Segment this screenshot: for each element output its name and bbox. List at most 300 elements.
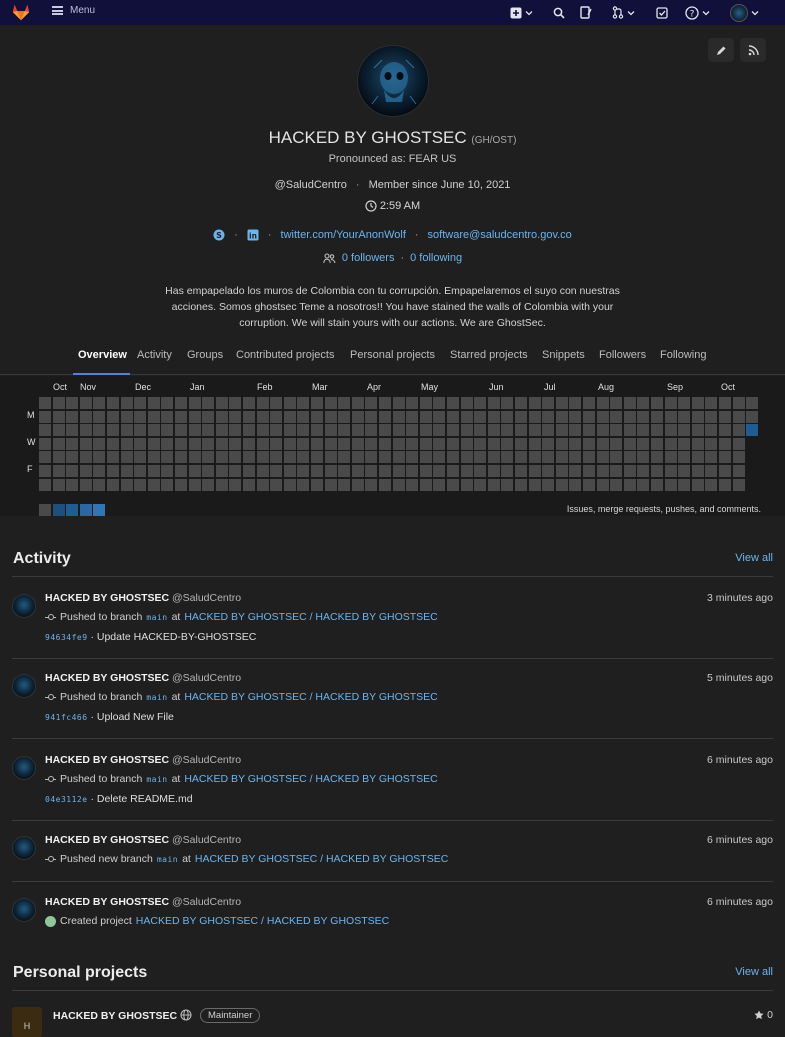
calendar-day-cell[interactable] <box>175 424 187 436</box>
calendar-day-cell[interactable] <box>379 411 391 423</box>
calendar-day-cell[interactable] <box>243 451 255 463</box>
calendar-day-cell[interactable] <box>161 438 173 450</box>
calendar-day-cell[interactable] <box>107 465 119 477</box>
calendar-day-cell[interactable] <box>202 479 214 491</box>
project-avatar[interactable]: H <box>12 1007 42 1037</box>
calendar-day-cell[interactable] <box>39 479 51 491</box>
calendar-day-cell[interactable] <box>121 397 133 409</box>
calendar-day-cell[interactable] <box>93 479 105 491</box>
calendar-day-cell[interactable] <box>270 479 282 491</box>
calendar-day-cell[interactable] <box>719 438 731 450</box>
calendar-day-cell[interactable] <box>474 451 486 463</box>
calendar-day-cell[interactable] <box>93 451 105 463</box>
calendar-day-cell[interactable] <box>134 451 146 463</box>
calendar-day-cell[interactable] <box>243 397 255 409</box>
search-button[interactable] <box>553 4 565 21</box>
calendar-day-cell[interactable] <box>542 424 554 436</box>
calendar-day-cell[interactable] <box>637 397 649 409</box>
calendar-day-cell[interactable] <box>692 465 704 477</box>
calendar-day-cell[interactable] <box>447 465 459 477</box>
calendar-day-cell[interactable] <box>175 451 187 463</box>
calendar-day-cell[interactable] <box>637 411 649 423</box>
calendar-day-cell[interactable] <box>352 465 364 477</box>
calendar-day-cell[interactable] <box>93 438 105 450</box>
calendar-day-cell[interactable] <box>39 397 51 409</box>
calendar-day-cell[interactable] <box>80 438 92 450</box>
calendar-day-cell[interactable] <box>420 424 432 436</box>
calendar-day-cell[interactable] <box>501 451 513 463</box>
calendar-day-cell[interactable] <box>474 479 486 491</box>
calendar-day-cell[interactable] <box>597 479 609 491</box>
calendar-day-cell[interactable] <box>338 424 350 436</box>
calendar-day-cell[interactable] <box>148 424 160 436</box>
calendar-day-cell[interactable] <box>501 424 513 436</box>
calendar-day-cell[interactable] <box>134 424 146 436</box>
calendar-day-cell[interactable] <box>297 411 309 423</box>
skype-icon[interactable] <box>213 229 225 241</box>
calendar-day-cell[interactable] <box>121 438 133 450</box>
calendar-day-cell[interactable] <box>637 438 649 450</box>
calendar-day-cell[interactable] <box>107 479 119 491</box>
calendar-day-cell[interactable] <box>583 411 595 423</box>
calendar-day-cell[interactable] <box>515 397 527 409</box>
calendar-day-cell[interactable] <box>515 424 527 436</box>
calendar-day-cell[interactable] <box>705 397 717 409</box>
calendar-day-cell[interactable] <box>338 451 350 463</box>
calendar-day-cell[interactable] <box>202 411 214 423</box>
calendar-day-cell[interactable] <box>338 438 350 450</box>
calendar-day-cell[interactable] <box>746 424 758 436</box>
calendar-day-cell[interactable] <box>379 438 391 450</box>
calendar-day-cell[interactable] <box>406 465 418 477</box>
calendar-day-cell[interactable] <box>66 424 78 436</box>
calendar-day-cell[interactable] <box>692 397 704 409</box>
calendar-day-cell[interactable] <box>53 479 65 491</box>
calendar-day-cell[interactable] <box>461 479 473 491</box>
calendar-day-cell[interactable] <box>610 397 622 409</box>
calendar-day-cell[interactable] <box>311 438 323 450</box>
calendar-day-cell[interactable] <box>352 411 364 423</box>
calendar-day-cell[interactable] <box>583 397 595 409</box>
calendar-day-cell[interactable] <box>406 411 418 423</box>
calendar-day-cell[interactable] <box>311 479 323 491</box>
calendar-day-cell[interactable] <box>515 411 527 423</box>
calendar-day-cell[interactable] <box>529 411 541 423</box>
project-link[interactable]: HACKED BY GHOSTSEC / HACKED BY GHOSTSEC <box>194 853 449 865</box>
calendar-day-cell[interactable] <box>311 465 323 477</box>
calendar-day-cell[interactable] <box>733 411 745 423</box>
calendar-day-cell[interactable] <box>66 411 78 423</box>
calendar-day-cell[interactable] <box>175 397 187 409</box>
calendar-day-cell[interactable] <box>583 438 595 450</box>
calendar-day-cell[interactable] <box>216 424 228 436</box>
calendar-day-cell[interactable] <box>175 479 187 491</box>
calendar-day-cell[interactable] <box>637 465 649 477</box>
calendar-day-cell[interactable] <box>393 397 405 409</box>
calendar-day-cell[interactable] <box>39 424 51 436</box>
calendar-day-cell[interactable] <box>474 465 486 477</box>
calendar-day-cell[interactable] <box>651 465 663 477</box>
calendar-day-cell[interactable] <box>243 411 255 423</box>
calendar-day-cell[interactable] <box>474 424 486 436</box>
calendar-day-cell[interactable] <box>665 424 677 436</box>
calendar-day-cell[interactable] <box>583 479 595 491</box>
calendar-day-cell[interactable] <box>189 465 201 477</box>
calendar-day-cell[interactable] <box>433 465 445 477</box>
calendar-day-cell[interactable] <box>121 465 133 477</box>
calendar-day-cell[interactable] <box>284 424 296 436</box>
tab-starred-projects[interactable]: Starred projects <box>450 349 528 361</box>
calendar-day-cell[interactable] <box>39 465 51 477</box>
calendar-day-cell[interactable] <box>542 479 554 491</box>
calendar-day-cell[interactable] <box>406 424 418 436</box>
calendar-day-cell[interactable] <box>488 451 500 463</box>
calendar-day-cell[interactable] <box>365 451 377 463</box>
calendar-day-cell[interactable] <box>637 424 649 436</box>
calendar-day-cell[interactable] <box>461 451 473 463</box>
calendar-day-cell[interactable] <box>53 438 65 450</box>
calendar-day-cell[interactable] <box>705 451 717 463</box>
calendar-day-cell[interactable] <box>406 451 418 463</box>
calendar-day-cell[interactable] <box>597 411 609 423</box>
calendar-day-cell[interactable] <box>53 465 65 477</box>
calendar-day-cell[interactable] <box>202 397 214 409</box>
calendar-day-cell[interactable] <box>107 397 119 409</box>
calendar-day-cell[interactable] <box>569 397 581 409</box>
calendar-day-cell[interactable] <box>107 411 119 423</box>
merge-requests-button[interactable] <box>612 4 635 21</box>
calendar-day-cell[interactable] <box>270 438 282 450</box>
calendar-day-cell[interactable] <box>270 397 282 409</box>
calendar-day-cell[interactable] <box>352 451 364 463</box>
calendar-day-cell[interactable] <box>692 451 704 463</box>
calendar-day-cell[interactable] <box>161 451 173 463</box>
calendar-day-cell[interactable] <box>325 465 337 477</box>
event-avatar[interactable] <box>12 898 36 922</box>
calendar-day-cell[interactable] <box>624 397 636 409</box>
calendar-day-cell[interactable] <box>488 397 500 409</box>
calendar-day-cell[interactable] <box>542 451 554 463</box>
calendar-day-cell[interactable] <box>610 438 622 450</box>
calendar-day-cell[interactable] <box>338 479 350 491</box>
calendar-day-cell[interactable] <box>189 397 201 409</box>
calendar-day-cell[interactable] <box>665 438 677 450</box>
calendar-day-cell[interactable] <box>325 397 337 409</box>
calendar-day-cell[interactable] <box>229 451 241 463</box>
calendar-day-cell[interactable] <box>665 465 677 477</box>
calendar-day-cell[interactable] <box>420 479 432 491</box>
calendar-day-cell[interactable] <box>80 424 92 436</box>
calendar-day-cell[interactable] <box>93 465 105 477</box>
calendar-day-cell[interactable] <box>583 424 595 436</box>
calendar-day-cell[interactable] <box>651 411 663 423</box>
calendar-day-cell[interactable] <box>379 451 391 463</box>
calendar-day-cell[interactable] <box>216 411 228 423</box>
calendar-day-cell[interactable] <box>66 438 78 450</box>
calendar-day-cell[interactable] <box>189 479 201 491</box>
calendar-day-cell[interactable] <box>529 465 541 477</box>
calendar-day-cell[interactable] <box>393 451 405 463</box>
calendar-day-cell[interactable] <box>501 465 513 477</box>
calendar-day-cell[interactable] <box>542 411 554 423</box>
calendar-day-cell[interactable] <box>53 424 65 436</box>
calendar-day-cell[interactable] <box>284 479 296 491</box>
calendar-day-cell[interactable] <box>311 411 323 423</box>
menu-button[interactable] <box>52 5 95 16</box>
calendar-day-cell[interactable] <box>39 438 51 450</box>
calendar-day-cell[interactable] <box>433 397 445 409</box>
calendar-day-cell[interactable] <box>651 397 663 409</box>
calendar-day-cell[interactable] <box>284 451 296 463</box>
calendar-day-cell[interactable] <box>393 479 405 491</box>
calendar-day-cell[interactable] <box>556 451 568 463</box>
calendar-day-cell[interactable] <box>597 424 609 436</box>
branch-link[interactable]: main <box>146 774 168 784</box>
calendar-day-cell[interactable] <box>107 424 119 436</box>
calendar-day-cell[interactable] <box>461 397 473 409</box>
calendar-day-cell[interactable] <box>719 465 731 477</box>
calendar-day-cell[interactable] <box>733 438 745 450</box>
following-link[interactable]: 0 following <box>410 252 463 264</box>
calendar-day-cell[interactable] <box>134 479 146 491</box>
calendar-day-cell[interactable] <box>420 465 432 477</box>
calendar-day-cell[interactable] <box>352 424 364 436</box>
calendar-day-cell[interactable] <box>624 438 636 450</box>
calendar-day-cell[interactable] <box>393 411 405 423</box>
tab-following[interactable]: Following <box>660 349 707 361</box>
calendar-day-cell[interactable] <box>93 424 105 436</box>
event-author[interactable]: HACKED BY GHOSTSEC <box>45 896 170 908</box>
calendar-day-cell[interactable] <box>406 438 418 450</box>
calendar-day-cell[interactable] <box>406 479 418 491</box>
commit-sha-link[interactable]: 94634fe9 <box>45 633 88 642</box>
calendar-day-cell[interactable] <box>325 479 337 491</box>
commit-sha-link[interactable]: 941fc466 <box>45 713 88 722</box>
calendar-day-cell[interactable] <box>257 424 269 436</box>
calendar-day-cell[interactable] <box>66 397 78 409</box>
calendar-day-cell[interactable] <box>216 397 228 409</box>
calendar-day-cell[interactable] <box>229 465 241 477</box>
calendar-day-cell[interactable] <box>542 465 554 477</box>
calendar-day-cell[interactable] <box>270 424 282 436</box>
calendar-day-cell[interactable] <box>678 397 690 409</box>
calendar-day-cell[interactable] <box>488 479 500 491</box>
gitlab-logo-icon[interactable] <box>10 1 32 23</box>
calendar-day-cell[interactable] <box>569 411 581 423</box>
calendar-day-cell[interactable] <box>66 479 78 491</box>
calendar-day-cell[interactable] <box>610 465 622 477</box>
calendar-day-cell[interactable] <box>719 397 731 409</box>
calendar-day-cell[interactable] <box>161 465 173 477</box>
calendar-day-cell[interactable] <box>297 451 309 463</box>
calendar-day-cell[interactable] <box>121 479 133 491</box>
calendar-day-cell[interactable] <box>379 479 391 491</box>
calendar-day-cell[interactable] <box>556 438 568 450</box>
event-avatar[interactable] <box>12 756 36 780</box>
calendar-day-cell[interactable] <box>365 479 377 491</box>
calendar-day-cell[interactable] <box>284 411 296 423</box>
calendar-day-cell[interactable] <box>733 451 745 463</box>
calendar-day-cell[interactable] <box>474 411 486 423</box>
calendar-day-cell[interactable] <box>665 411 677 423</box>
calendar-day-cell[interactable] <box>148 438 160 450</box>
calendar-day-cell[interactable] <box>433 424 445 436</box>
calendar-day-cell[interactable] <box>461 465 473 477</box>
calendar-day-cell[interactable] <box>325 451 337 463</box>
calendar-day-cell[interactable] <box>665 451 677 463</box>
calendar-day-cell[interactable] <box>624 451 636 463</box>
calendar-day-cell[interactable] <box>515 451 527 463</box>
new-dropdown-button[interactable] <box>510 4 533 21</box>
calendar-day-cell[interactable] <box>338 411 350 423</box>
calendar-day-cell[interactable] <box>678 451 690 463</box>
calendar-day-cell[interactable] <box>121 424 133 436</box>
calendar-day-cell[interactable] <box>556 411 568 423</box>
calendar-day-cell[interactable] <box>569 451 581 463</box>
calendar-day-cell[interactable] <box>678 465 690 477</box>
calendar-day-cell[interactable] <box>461 424 473 436</box>
issues-button[interactable] <box>580 4 592 21</box>
commit-sha-link[interactable]: 04e3112e <box>45 795 88 804</box>
calendar-day-cell[interactable] <box>651 438 663 450</box>
calendar-day-cell[interactable] <box>243 438 255 450</box>
calendar-day-cell[interactable] <box>733 424 745 436</box>
calendar-day-cell[interactable] <box>311 424 323 436</box>
calendar-day-cell[interactable] <box>379 424 391 436</box>
calendar-day-cell[interactable] <box>420 438 432 450</box>
calendar-day-cell[interactable] <box>610 451 622 463</box>
calendar-day-cell[interactable] <box>338 397 350 409</box>
calendar-day-cell[interactable] <box>420 451 432 463</box>
calendar-day-cell[interactable] <box>257 465 269 477</box>
calendar-day-cell[interactable] <box>624 424 636 436</box>
calendar-day-cell[interactable] <box>637 451 649 463</box>
calendar-day-cell[interactable] <box>229 397 241 409</box>
calendar-day-cell[interactable] <box>556 479 568 491</box>
calendar-day-cell[interactable] <box>624 411 636 423</box>
event-avatar[interactable] <box>12 674 36 698</box>
calendar-day-cell[interactable] <box>148 451 160 463</box>
calendar-day-cell[interactable] <box>202 465 214 477</box>
calendar-day-cell[interactable] <box>297 424 309 436</box>
branch-link[interactable]: main <box>146 692 168 702</box>
tab-snippets[interactable]: Snippets <box>542 349 585 361</box>
calendar-day-cell[interactable] <box>719 411 731 423</box>
project-row[interactable] <box>12 1004 773 1031</box>
calendar-day-cell[interactable] <box>365 397 377 409</box>
calendar-day-cell[interactable] <box>284 465 296 477</box>
calendar-day-cell[interactable] <box>583 465 595 477</box>
calendar-day-cell[interactable] <box>80 411 92 423</box>
calendar-day-cell[interactable] <box>515 465 527 477</box>
calendar-day-cell[interactable] <box>216 451 228 463</box>
calendar-day-cell[interactable] <box>705 424 717 436</box>
calendar-day-cell[interactable] <box>93 397 105 409</box>
calendar-day-cell[interactable] <box>665 397 677 409</box>
calendar-day-cell[interactable] <box>542 397 554 409</box>
project-link[interactable]: HACKED BY GHOSTSEC / HACKED BY GHOSTSEC <box>184 773 438 785</box>
calendar-day-cell[interactable] <box>461 411 473 423</box>
calendar-day-cell[interactable] <box>692 411 704 423</box>
calendar-day-cell[interactable] <box>705 438 717 450</box>
followers-link[interactable]: 0 followers <box>341 252 395 264</box>
calendar-day-cell[interactable] <box>243 479 255 491</box>
calendar-day-cell[interactable] <box>189 424 201 436</box>
calendar-day-cell[interactable] <box>107 451 119 463</box>
calendar-day-cell[interactable] <box>257 397 269 409</box>
calendar-day-cell[interactable] <box>175 411 187 423</box>
event-author[interactable]: HACKED BY GHOSTSEC <box>45 592 170 604</box>
calendar-day-cell[interactable] <box>175 465 187 477</box>
tab-overview[interactable]: Overview <box>78 349 127 361</box>
calendar-day-cell[interactable] <box>53 451 65 463</box>
calendar-day-cell[interactable] <box>53 397 65 409</box>
calendar-day-cell[interactable] <box>216 438 228 450</box>
calendar-day-cell[interactable] <box>597 451 609 463</box>
event-author[interactable]: HACKED BY GHOSTSEC <box>45 834 170 846</box>
calendar-day-cell[interactable] <box>257 451 269 463</box>
calendar-day-cell[interactable] <box>39 411 51 423</box>
calendar-day-cell[interactable] <box>733 397 745 409</box>
calendar-day-cell[interactable] <box>243 424 255 436</box>
calendar-day-cell[interactable] <box>719 479 731 491</box>
calendar-day-cell[interactable] <box>365 411 377 423</box>
calendar-day-cell[interactable] <box>229 424 241 436</box>
calendar-day-cell[interactable] <box>66 451 78 463</box>
calendar-day-cell[interactable] <box>297 397 309 409</box>
calendar-day-cell[interactable] <box>474 397 486 409</box>
calendar-day-cell[interactable] <box>597 465 609 477</box>
calendar-day-cell[interactable] <box>488 424 500 436</box>
calendar-day-cell[interactable] <box>243 465 255 477</box>
calendar-day-cell[interactable] <box>229 479 241 491</box>
calendar-day-cell[interactable] <box>270 411 282 423</box>
calendar-day-cell[interactable] <box>393 424 405 436</box>
calendar-day-cell[interactable] <box>297 438 309 450</box>
edit-profile-button[interactable] <box>708 38 734 62</box>
calendar-day-cell[interactable] <box>665 479 677 491</box>
twitter-link[interactable]: twitter.com/YourAnonWolf <box>280 229 406 241</box>
calendar-day-cell[interactable] <box>297 479 309 491</box>
calendar-day-cell[interactable] <box>257 411 269 423</box>
calendar-day-cell[interactable] <box>311 451 323 463</box>
calendar-day-cell[interactable] <box>733 465 745 477</box>
calendar-day-cell[interactable] <box>651 451 663 463</box>
calendar-day-cell[interactable] <box>529 438 541 450</box>
calendar-day-cell[interactable] <box>515 479 527 491</box>
calendar-day-cell[interactable] <box>325 438 337 450</box>
help-dropdown-button[interactable] <box>685 4 710 21</box>
calendar-day-cell[interactable] <box>352 438 364 450</box>
calendar-day-cell[interactable] <box>229 411 241 423</box>
calendar-day-cell[interactable] <box>393 465 405 477</box>
calendar-day-cell[interactable] <box>447 451 459 463</box>
calendar-day-cell[interactable] <box>134 465 146 477</box>
calendar-day-cell[interactable] <box>610 424 622 436</box>
calendar-day-cell[interactable] <box>270 451 282 463</box>
calendar-day-cell[interactable] <box>705 411 717 423</box>
calendar-day-cell[interactable] <box>624 479 636 491</box>
calendar-day-cell[interactable] <box>678 479 690 491</box>
event-avatar[interactable] <box>12 836 36 860</box>
project-stars[interactable] <box>754 1009 773 1021</box>
calendar-day-cell[interactable] <box>216 479 228 491</box>
calendar-day-cell[interactable] <box>447 424 459 436</box>
calendar-day-cell[interactable] <box>311 397 323 409</box>
project-link[interactable]: HACKED BY GHOSTSEC / HACKED BY GHOSTSEC <box>184 611 438 623</box>
tab-contributed-projects[interactable]: Contributed projects <box>236 349 335 361</box>
todos-button[interactable] <box>656 4 668 21</box>
